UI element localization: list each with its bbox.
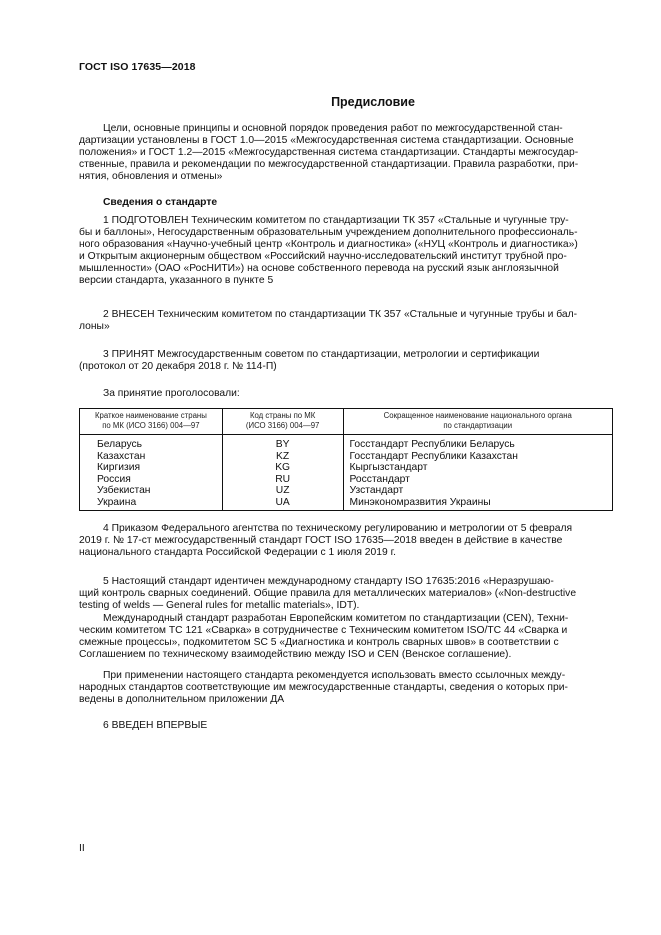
item-4-line: 4 Приказом Федерального агентства по техническому регулированию и метрологии от 5 февраля <box>103 523 573 534</box>
voting-table-header-row <box>80 409 613 435</box>
item-5-application-paragraph <box>79 670 613 706</box>
item-1-line: и Открытым акционерным обществом «Российский научно-исследовательский институт трубной про- <box>79 251 567 263</box>
item-3-line: 3 ПРИНЯТ Межгосударственным советом по стандартизации, метрологии и сертификации <box>103 349 540 360</box>
country-code-cell: UA <box>222 497 343 511</box>
item-3-paragraph <box>79 349 613 373</box>
table-row <box>80 485 613 497</box>
header-country-name <box>80 409 223 435</box>
item-4-line: 2019 г. № 17-ст межгосударственный стандарт ГОСТ ISO 17635—2018 введен в действие в качестве <box>79 535 563 547</box>
item-5-international-paragraph <box>79 613 613 661</box>
item-5c-line: ведены в дополнительном приложении ДА <box>79 694 285 706</box>
item-6-text: 6 ВВЕДЕН ВПЕРВЫЕ <box>103 720 208 731</box>
item-2-line: лоны» <box>79 321 110 333</box>
country-code-cell: KZ <box>222 451 343 463</box>
header-country-code <box>222 409 343 435</box>
item-5b-line: Международный стандарт разработан Европейским комитетом по стандартизации (CEN), Техни- <box>103 613 569 624</box>
intro-line: нятия, обновления и отмены» <box>79 171 223 183</box>
item-6-paragraph <box>79 720 613 732</box>
table-row <box>80 474 613 486</box>
item-2-line: 2 ВНЕСЕН Техническим комитетом по стандартизации ТК 357 «Стальные и чугунные трубы и бал- <box>103 309 578 320</box>
item-5c-line: народных стандартов соответствующие им межгосударственные стандарты, сведения о которых при- <box>79 682 568 694</box>
intro-paragraph <box>79 123 613 183</box>
item-5-paragraph <box>79 576 613 612</box>
header-line: по МК (ИСО 3166) 004—97 <box>102 421 200 430</box>
item-5b-line: Соглашением по техническому взаимодействию между ISO и CEN (Венское соглашение). <box>79 649 512 661</box>
intro-line: положения» и ГОСТ 1.2—2015 «Межгосударственная система стандартизации. Стандарты межгосудар- <box>79 147 579 159</box>
table-row <box>80 497 613 511</box>
item-1-line: 1 ПОДГОТОВЛЕН Техническим комитетом по стандартизации ТК 357 «Стальные и чугунные тру- <box>103 215 569 226</box>
page-number: II <box>79 843 85 854</box>
standards-body-cell: Госстандарт Республики Казахстан <box>343 451 613 463</box>
item-1-line: мышленности» (ОАО «РосНИТИ») на основе собственного перевода на русский язык англоязычной <box>79 263 559 275</box>
intro-line: Цели, основные принципы и основной порядок проведения работ по межгосударственной стан- <box>103 123 563 134</box>
country-name-cell: Узбекистан <box>80 485 223 497</box>
item-1-line: ного образования «Научно-учебный центр «Контроль и диагностика» («НУЦ «Контроль и диагностика») <box>79 239 578 251</box>
table-row <box>80 451 613 463</box>
country-name-cell: Россия <box>80 474 223 486</box>
document-code-header: ГОСТ ISO 17635—2018 <box>79 61 196 73</box>
country-name-cell: Беларусь <box>80 435 223 451</box>
country-name-cell: Киргизия <box>80 462 223 474</box>
item-5b-line: ческим комитетом TC 121 «Сварка» в сотрудничестве с Техническим комитетом ISO/TC 44 «Сварка и <box>79 625 568 637</box>
item-4-paragraph <box>79 523 613 559</box>
vote-intro-text: За принятие проголосовали: <box>103 388 240 399</box>
header-line: Код страны по МК <box>249 411 316 420</box>
header-standards-body <box>343 409 613 435</box>
country-code-cell: RU <box>222 474 343 486</box>
country-name-cell: Украина <box>80 497 223 511</box>
country-name-cell: Казахстан <box>80 451 223 463</box>
country-code-cell: UZ <box>222 485 343 497</box>
voting-table <box>79 408 613 511</box>
standards-body-cell: Узстандарт <box>343 485 613 497</box>
vote-intro <box>79 388 613 400</box>
item-5b-line: смежные процессы», подкомитетом SC 5 «Диагностика и контроль сварных швов» в соответствии с <box>79 637 559 649</box>
page-title-text: Предисловие <box>331 95 415 109</box>
header-line: Сокращенное наименование национального органа <box>383 411 572 420</box>
item-3-line: (протокол от 20 декабря 2018 г. № 114-П) <box>79 361 277 373</box>
country-code-cell: BY <box>222 435 343 451</box>
header-line: (ИСО 3166) 004—97 <box>245 421 320 430</box>
item-5-line: testing of welds — General rules for metallic materials», IDT). <box>79 600 360 612</box>
table-row <box>80 435 613 451</box>
item-2-paragraph <box>79 309 613 333</box>
item-1-line: версии стандарта, указанного в пункте 5 <box>79 275 274 287</box>
section-heading: Сведения о стандарте <box>103 197 218 208</box>
item-1-line: бы и баллоны», Негосударственным образовательным учреждением дополнительного профессиональ- <box>79 227 578 239</box>
item-1-paragraph <box>79 215 613 288</box>
item-5-line: 5 Настоящий стандарт идентичен международному стандарту ISO 17635:2016 «Неразрушаю- <box>103 576 554 587</box>
intro-line: дартизации установлены в ГОСТ 1.0—2015 «Межгосударственная система стандартизации. Основные <box>79 135 574 147</box>
header-line: Краткое наименование страны <box>94 411 207 420</box>
page-title <box>0 93 661 111</box>
standards-body-cell: Кыргызстандарт <box>343 462 613 474</box>
standards-body-cell: Минэкономразвития Украины <box>343 497 613 511</box>
item-5-line: щий контроль сварных соединений. Общие правила для металлических материалов» («Non-destructive <box>79 588 577 600</box>
header-line: по стандартизации <box>443 421 513 430</box>
country-code-cell: KG <box>222 462 343 474</box>
table-row <box>80 462 613 474</box>
item-5c-line: При применении настоящего стандарта рекомендуется использовать вместо ссылочных между- <box>103 670 566 681</box>
standards-body-cell: Госстандарт Республики Беларусь <box>343 435 613 451</box>
item-4-line: национального стандарта Российской Федерации с 1 июля 2019 г. <box>79 547 396 559</box>
intro-line: ственные, правила и рекомендации по межгосударственной стандартизации. Правила разработки, при- <box>79 159 579 171</box>
standards-body-cell: Росстандарт <box>343 474 613 486</box>
